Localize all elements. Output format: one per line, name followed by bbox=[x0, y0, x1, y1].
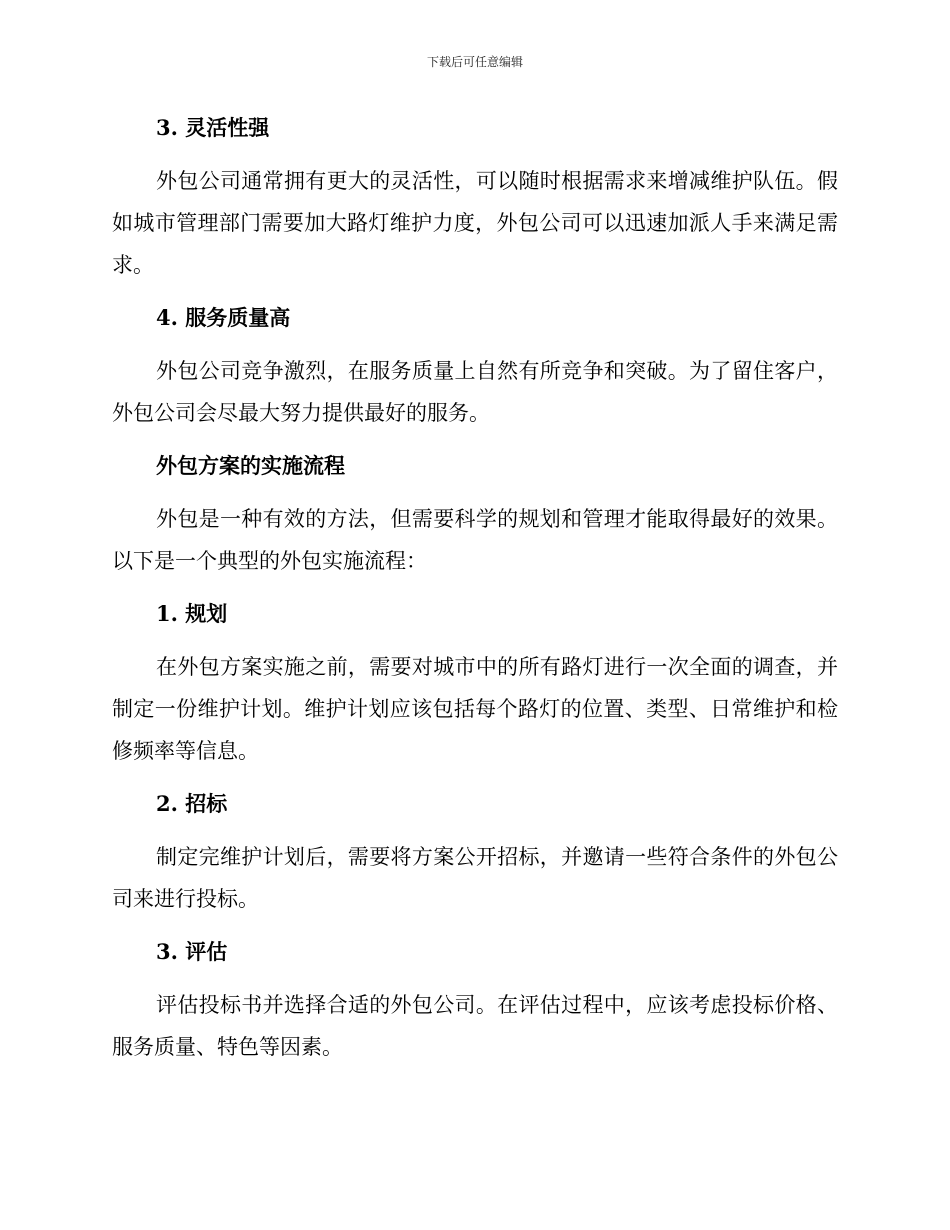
section-paragraph-bidding: 制定完维护计划后，需要将方案公开招标，并邀请一些符合条件的外包公司来进行投标。 bbox=[112, 845, 838, 911]
section-paragraph-planning: 在外包方案实施之前，需要对城市中的所有路灯进行一次全面的调查，并制定一份维护计划。维护计划应该包括每个路灯的位置、类型、日常维护和检修频率等信息。 bbox=[112, 655, 838, 763]
section-heading-planning: 1. 规划 bbox=[156, 601, 228, 626]
section-paragraph-service-quality: 外包公司竞争激烈，在服务质量上自然有所竞争和突破。为了留住客户，外包公司会尽最大努力提供最好的服务。 bbox=[112, 359, 838, 425]
section-paragraph-evaluation: 评估投标书并选择合适的外包公司。在评估过程中，应该考虑投标价格、服务质量、特色等因素。 bbox=[112, 993, 838, 1059]
section-heading-evaluation: 3. 评估 bbox=[156, 939, 228, 964]
section-paragraph-implementation-process: 外包是一种有效的方法，但需要科学的规划和管理才能取得最好的效果。以下是一个典型的外包实施流程： bbox=[112, 507, 838, 573]
section-heading-implementation-process: 外包方案的实施流程 bbox=[156, 453, 345, 478]
section-paragraph-flexibility: 外包公司通常拥有更大的灵活性，可以随时根据需求来增减维护队伍。假如城市管理部门需要加大路灯维护力度，外包公司可以迅速加派人手来满足需求。 bbox=[112, 169, 838, 277]
section-heading-flexibility: 3. 灵活性强 bbox=[156, 115, 270, 140]
section-heading-service-quality: 4. 服务质量高 bbox=[156, 305, 291, 330]
section-heading-bidding: 2. 招标 bbox=[156, 791, 228, 816]
document-body bbox=[112, 108, 838, 1068]
page-header: 下载后可任意编辑 bbox=[426, 55, 523, 69]
